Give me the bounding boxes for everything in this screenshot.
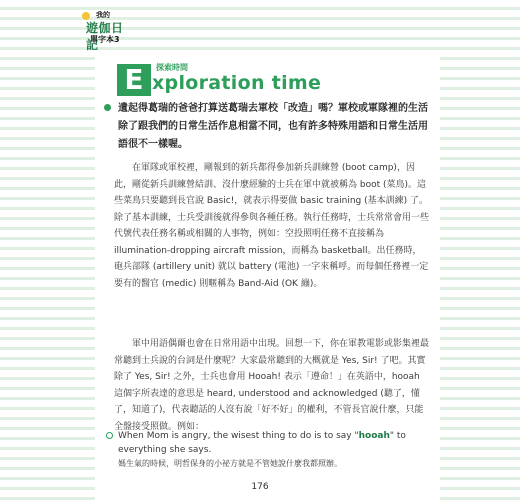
title-initial-block: E: [117, 64, 151, 96]
example-chinese: 媽生氣的時候，明哲保身的小祕方就是不管她說什麼我都照辦。: [118, 459, 342, 468]
page-number: 176: [251, 482, 269, 492]
section-title: xploration time: [152, 72, 322, 94]
intro-block: [104, 100, 434, 154]
logo-line-3: 單字本3: [90, 35, 120, 44]
circle-bullet-icon: [106, 432, 113, 439]
logo-line-1: 我的: [96, 11, 110, 19]
example-highlight: hooah: [358, 431, 390, 441]
bullet-icon: [104, 104, 111, 111]
body-paragraph-1: 在軍隊或軍校裡，剛報到的新兵都得參加新兵訓練營 (boot camp)，因此，剛從新兵訓練營結訓、沒什麼經驗的士兵在軍中就被稱為 boot (菜鳥)。這些菜鳥只要聽到長官說 Basic!，就表示得要做 basic training (基本訓練) 了。除了基本訓練，士兵受訓後就得參與各種任務。執行任務時，士兵常常會用一些代號代表任務名稱或相關的人事物，例如：空投照明任務不直接稱為 illumination-dropping aircraft mission，而稱為 basketball。出任務時，砲兵部隊 (artillery unit) 就以 battery (電池) 一字來稱呼。而每個任務裡一定要有的醫官 (medic) 則暱稱為 Band-Aid (OK 繃)。: [114, 163, 430, 289]
logo-line-2: 遊伽日記: [86, 21, 124, 52]
example-en-before: When Mom is angry, the wisest thing to do is to say ": [118, 431, 359, 441]
example-english: [118, 429, 430, 457]
intro-text: 遺起得葛瑞的爸爸打算送葛瑞去軍校「改造」嗎？軍校或軍隊裡的生活除了跟我們的日常生活作息相當不同，也有許多特殊用語和日常生活用語很不一樣喔。: [118, 103, 428, 150]
body-paragraph-2: 軍中用語偶爾也會在日常用語中出現。回想一下，你在軍教電影或影集裡最常聽到士兵說的台詞是什麼呢？大家最常聽到的大概就是 Yes, Sir! 了吧。其實除了 Yes, Sir! 之外，士兵也會用 Hooah! 表示「遵命！」在英語中，hooah 這個字所表達的意思是 heard, understood and acknowledged (聽了，懂了，知道了)，代表聽話的人沒有說「好不好」的權利，不管長官說什麼，只能全盤接受照做。例如：: [114, 339, 430, 432]
section-kicker: 探索時間: [156, 63, 188, 72]
example-en-after: " to everything she says.: [118, 431, 406, 455]
book-logo: [52, 10, 132, 52]
example-block: [106, 429, 430, 470]
